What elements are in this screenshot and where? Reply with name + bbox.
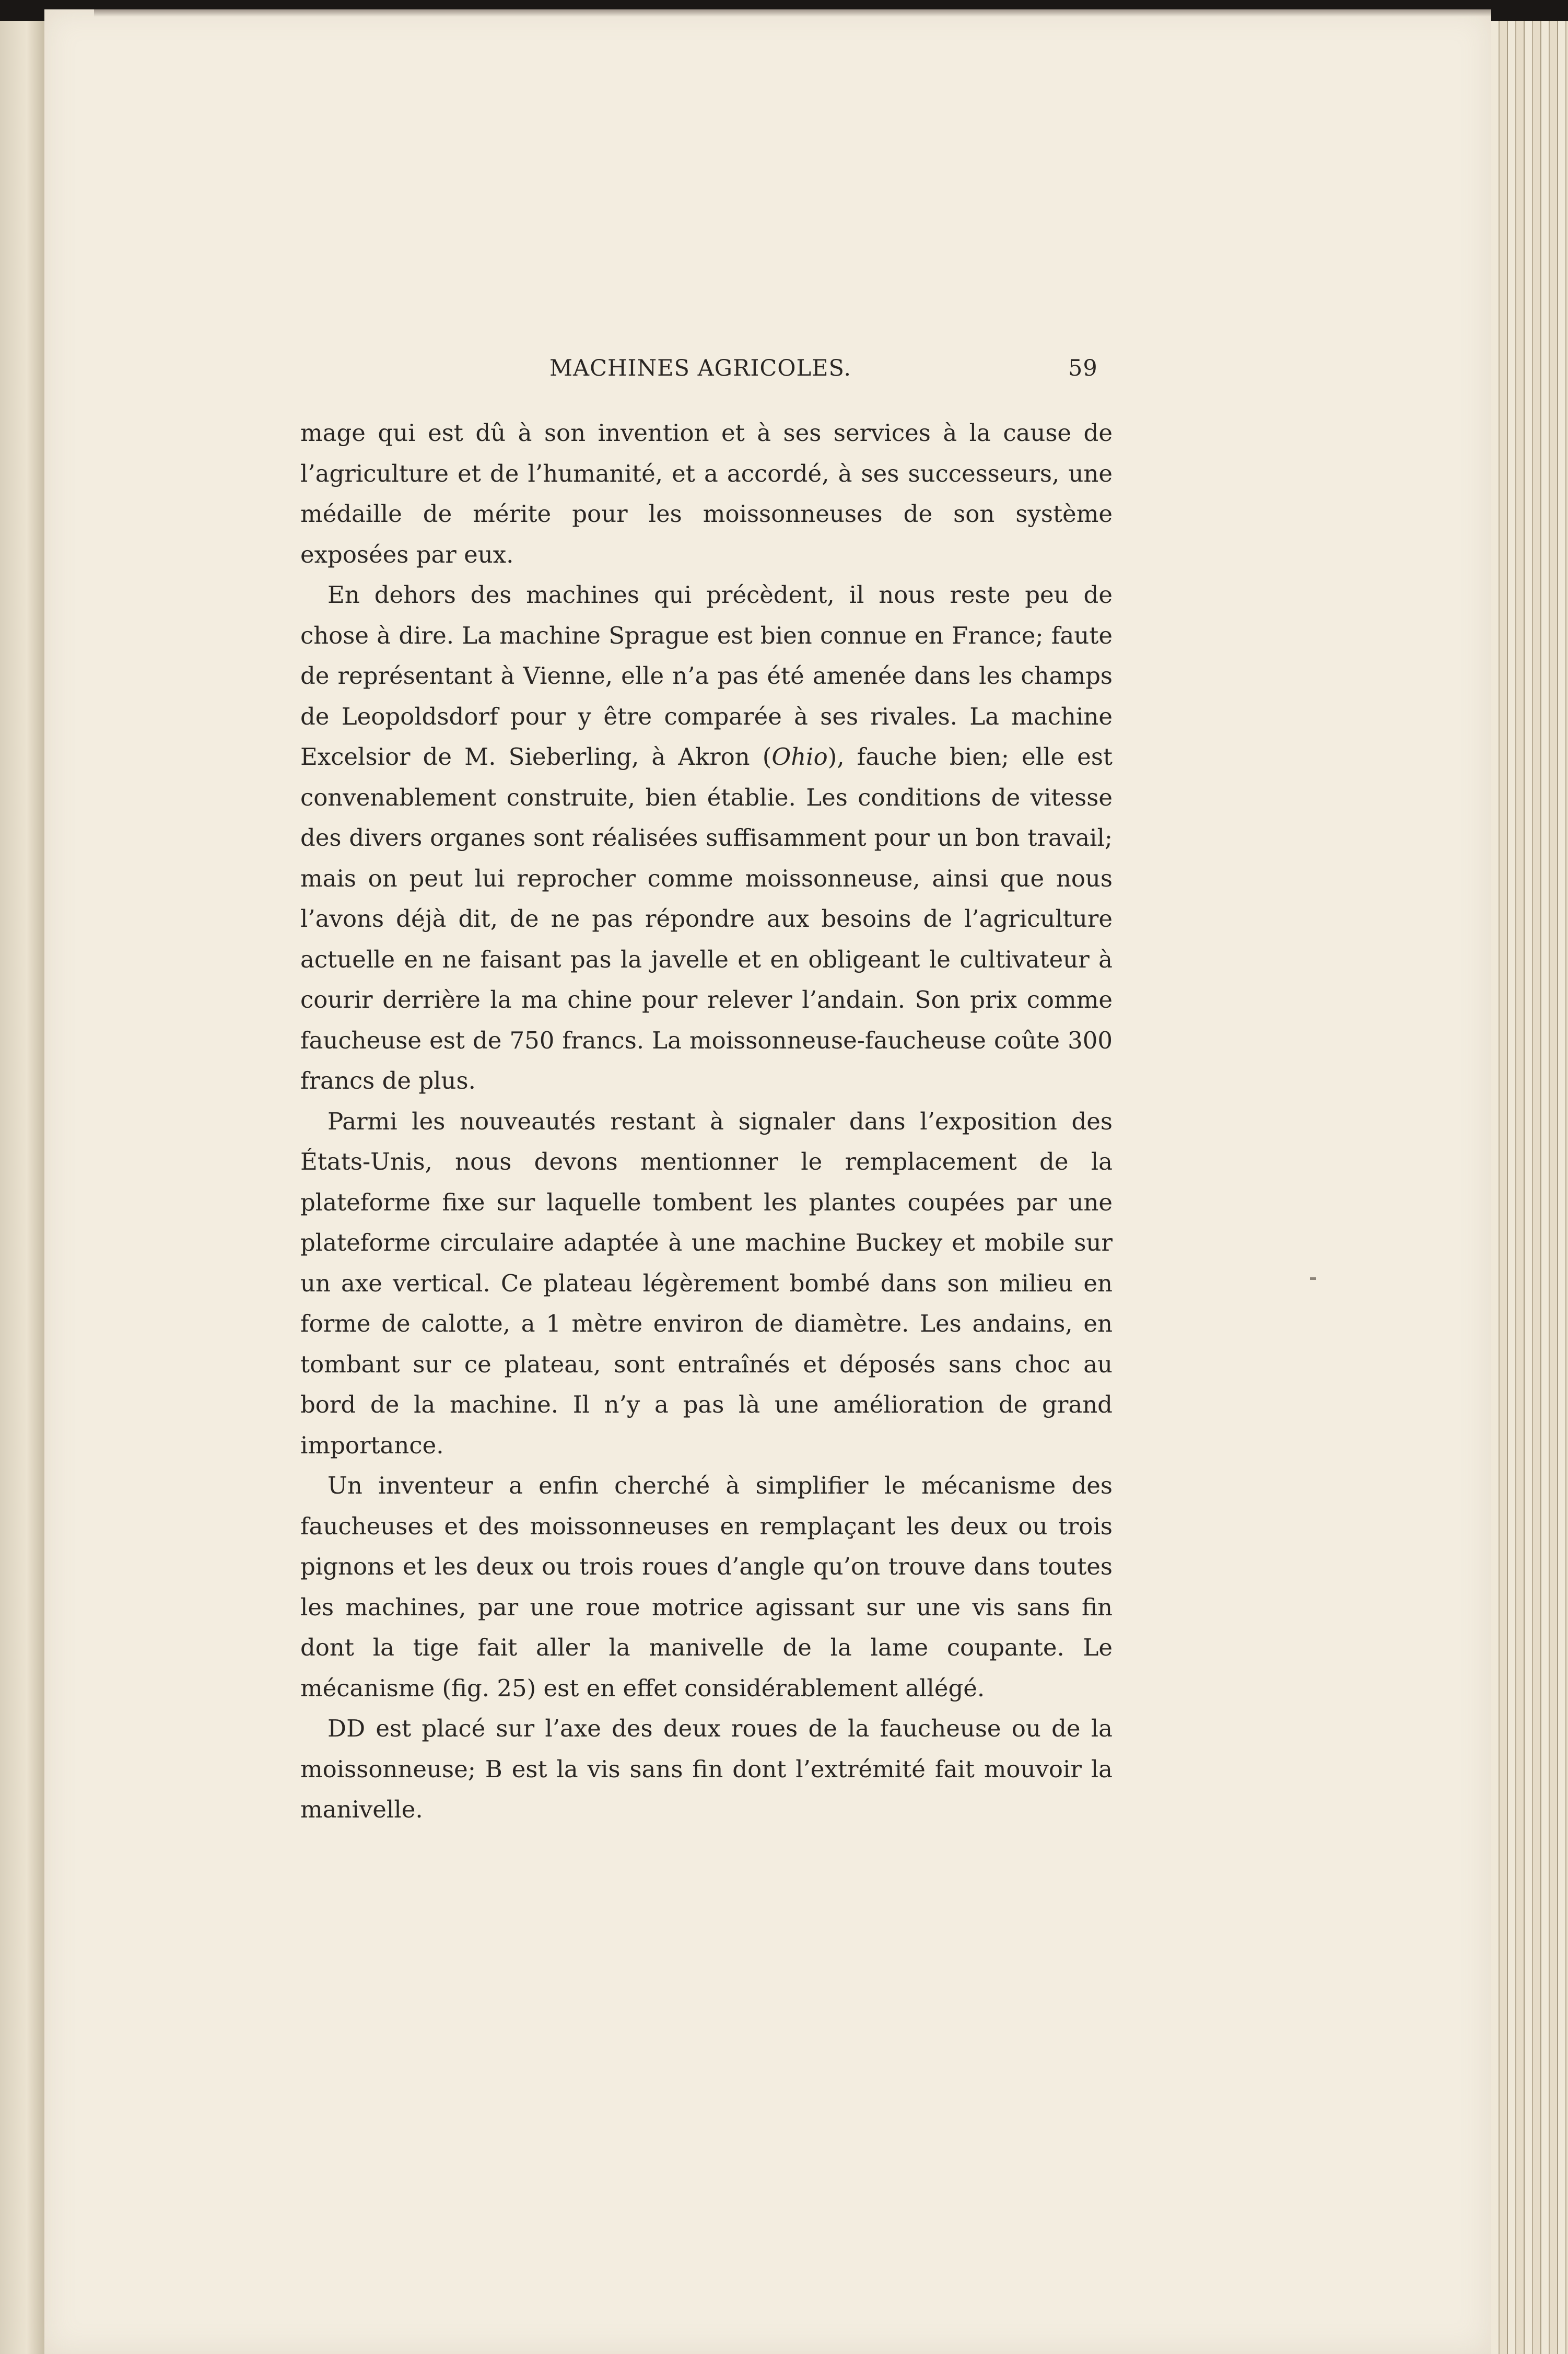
paragraph-1: mage qui est dû à son invention et à ses services à la cause de l’agriculture et de l’humanité, et a accordé, à ses successeurs, une médaille de mérite pour les moissonneuses de son système exposées par eux. — [300, 419, 1113, 568]
body-text — [300, 413, 1113, 1830]
top-shadow — [94, 9, 1491, 17]
paragraph-2-part-1: En dehors des machines qui précèdent, il nous reste peu de chose à dire. La machine Sprague est bien connue en France; faute de représentant à Vienne, elle n’a pas été amenée dans les champs de Leopoldsdorf pour y être comparée à ses rivales. La machine Excelsior de M. Sieberling, à Akron ( — [300, 581, 1113, 771]
paragraph-3: Parmi les nouveautés restant à signaler dans l’exposition des États-Unis, nous devons mentionner le remplacement de la plateforme fixe sur laquelle tombent les plantes coupées par une plateforme circulaire adaptée à une machine Buckey et mobile sur un axe vertical. Ce plateau légèrement bombé dans son milieu en forme de calotte, a 1 mètre environ de diamètre. Les andains, en tombant sur ce plateau, sont entraînés et déposés sans choc au bord de la machine. Il n’y a pas là une amélioration de grand importance. — [300, 1107, 1113, 1459]
paragraph-4: Un inventeur a enfin cherché à simplifier le mécanisme des faucheuses et des moissonneuses en remplaçant les deux ou trois pignons et les deux ou trois roues d’angle qu’on trouve dans toutes les machines, par une roue motrice agissant sur une vis sans fin dont la tige fait aller la manivelle de la lame coupante. Le mécanisme (fig. 25) est en effet considérablement allégé. — [300, 1472, 1113, 1702]
paragraph-2-part-2: ), fauche bien; elle est convenablement construite, bien établie. Les conditions de vitesse des divers organes sont réalisées suffisamment pour un bon travail; mais on peut lui reprocher comme moissonneuse, ainsi que nous l’avons déjà dit, de ne pas répondre aux besoins de l’agriculture actuelle en ne faisant pas la javelle et en obligeant le cultivateur à courir derrière la ma chine pour relever l’andain. Son prix comme faucheuse est de 750 francs. La moissonneuse-faucheuse coûte 300 francs de plus. — [300, 743, 1113, 1094]
paragraph-5: DD est placé sur l’axe des deux roues de la faucheuse ou de la moissonneuse; B est la vis sans fin dont l’extrémité fait mouvoir la manivelle. — [300, 1715, 1113, 1823]
page-stack-edge — [1491, 21, 1568, 2354]
ink-speck — [1310, 1277, 1316, 1280]
left-page-edge — [0, 21, 44, 2354]
page-number: 59 — [1068, 355, 1098, 381]
running-title: MACHINES AGRICOLES. — [549, 355, 852, 381]
paragraph-2-italic: Ohio — [771, 743, 828, 771]
paragraph-2 — [300, 575, 1113, 1101]
